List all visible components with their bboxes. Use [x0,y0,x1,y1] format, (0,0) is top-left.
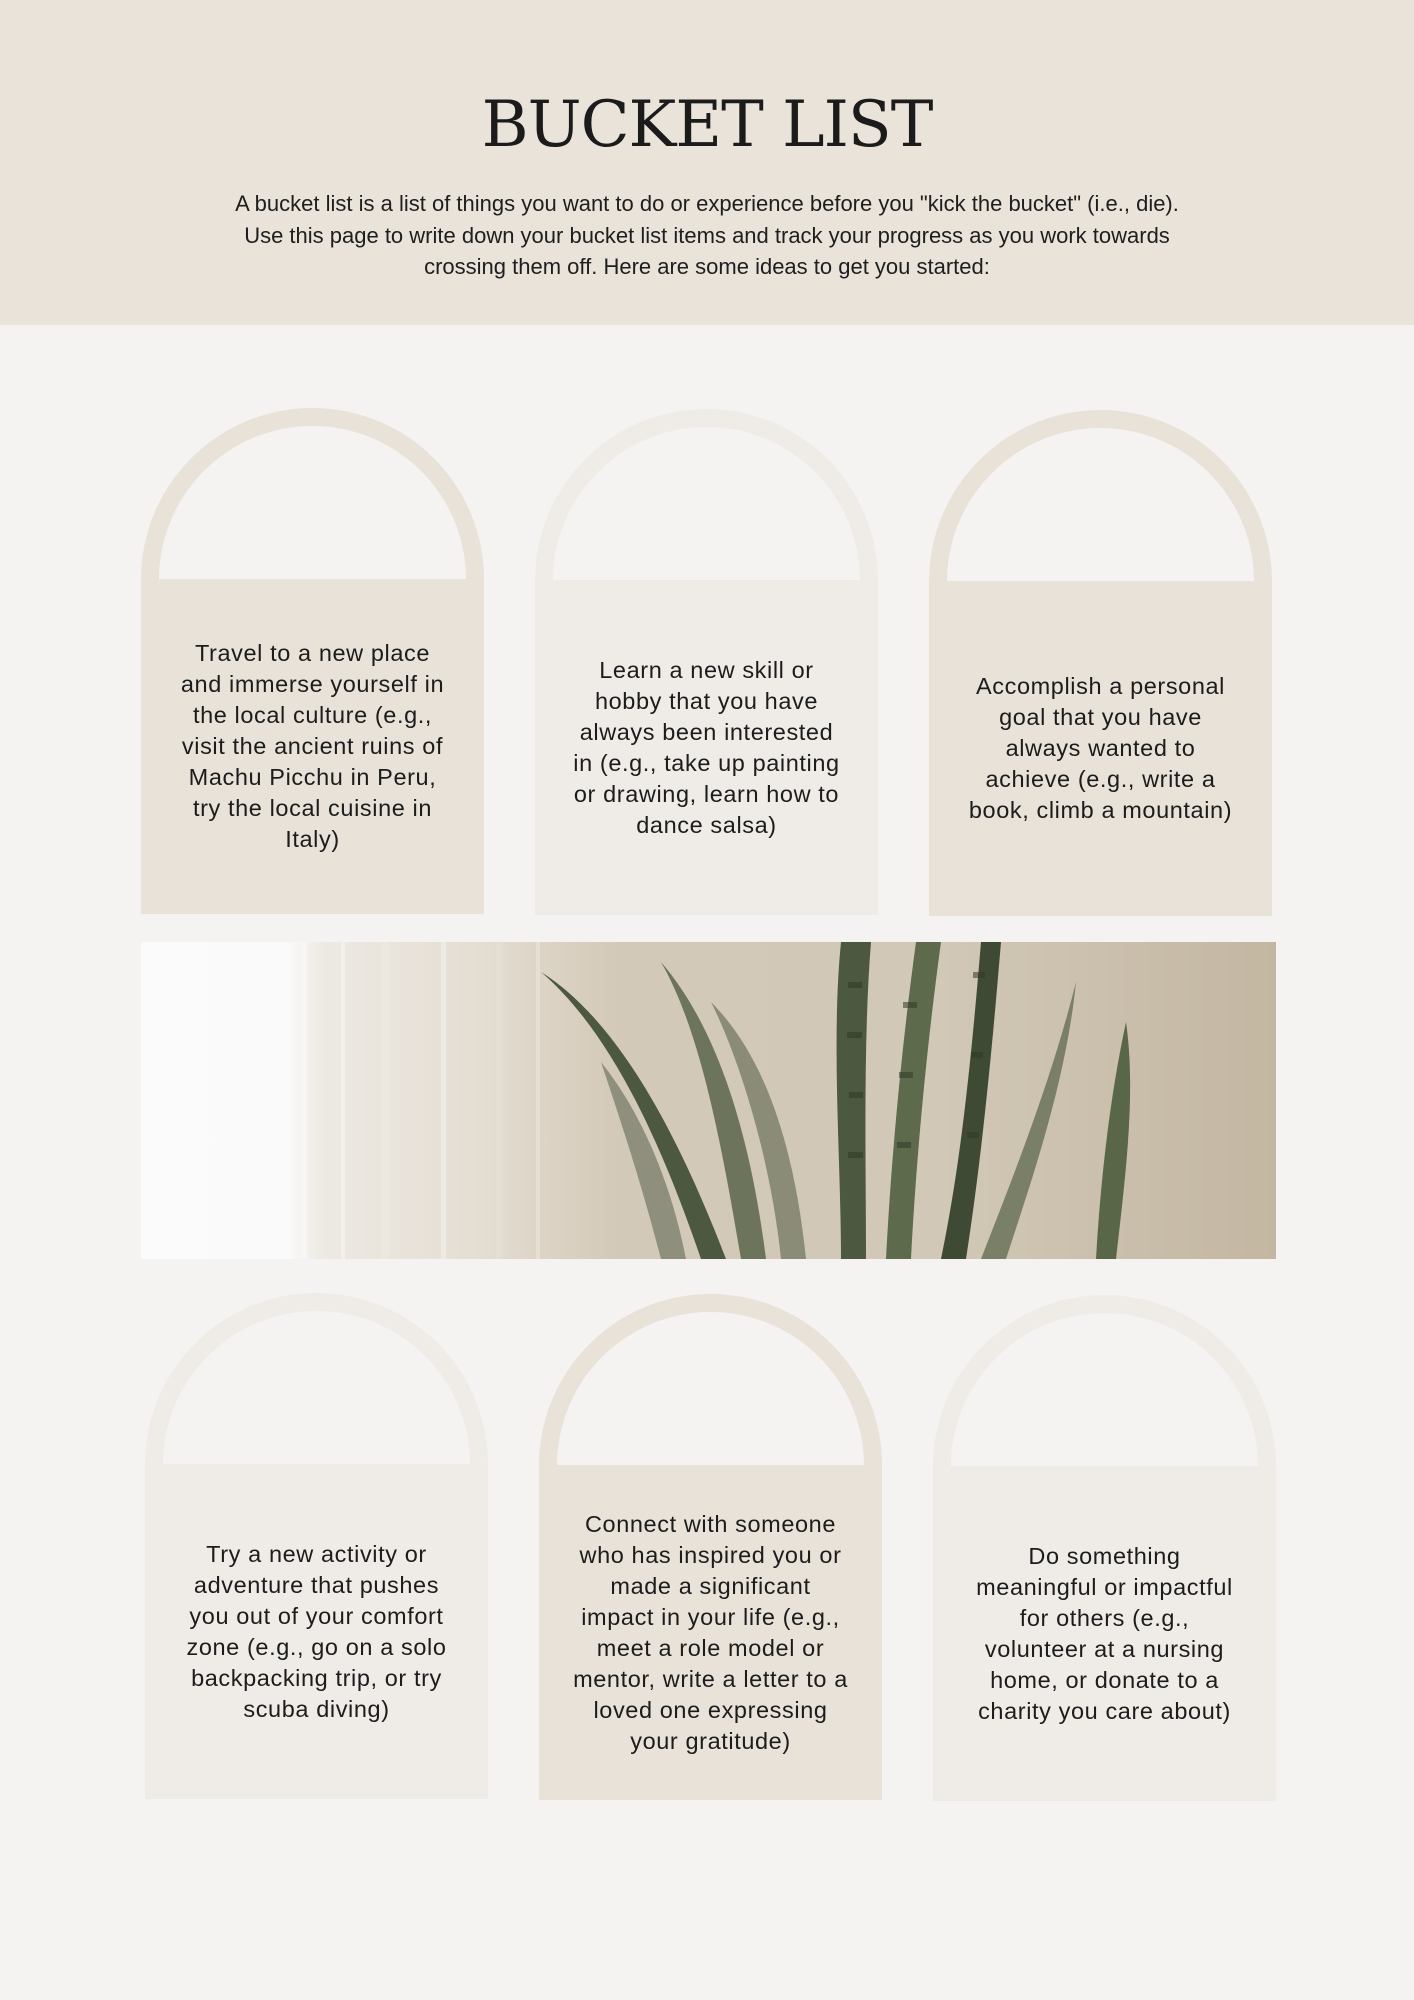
card-text: Travel to a new place and immerse yourself in the local culture (e.g., visit the ancient ruins of Machu Picchu in Peru, try the local cuisine in Italy) [180,640,445,852]
bucket-card-meaningful [933,1295,1276,1801]
card-body [535,580,878,915]
card-body [141,579,484,914]
plant-photo [141,942,1276,1259]
card-body [539,1465,882,1800]
page-title: BUCKET LIST [481,88,933,162]
card-text: Accomplish a personal goal that you have always wanted to achieve (e.g., write a book, climb a mountain) [968,673,1233,823]
card-text: Connect with someone who has inspired you or made a significant impact in your life (e.g., meet a role model or mentor, write a letter to a loved one expressing your gratitude) [573,1510,848,1754]
card-body [929,581,1272,916]
bucket-card-skill [535,409,878,915]
card-text: Do something meaningful or impactful for others (e.g., volunteer at a nursing home, or donate to a charity you care about) [976,1542,1233,1724]
card-body [145,1464,488,1799]
intro-paragraph: A bucket list is a list of things you want to do or experience before you "kick the bucket" (i.e., die). Use this page to write down your bucket list items and track your progress as you work towards crossing them off. Here are some ideas to get you started: [235,191,1179,279]
card-body [933,1466,1276,1801]
bucket-card-travel [141,408,484,914]
bucket-card-goal [929,410,1272,916]
bucket-card-connect [539,1294,882,1800]
header-banner [0,0,1414,325]
plant-photo-illustration [141,942,1276,1259]
card-text: Learn a new skill or hobby that you have always been interested in (e.g., take up painting or drawing, learn how to dance salsa) [573,656,840,838]
card-text: Try a new activity or adventure that pushes you out of your comfort zone (e.g., go on a solo backpacking trip, or try scuba diving) [186,1540,447,1722]
bucket-card-adventure [145,1293,488,1799]
